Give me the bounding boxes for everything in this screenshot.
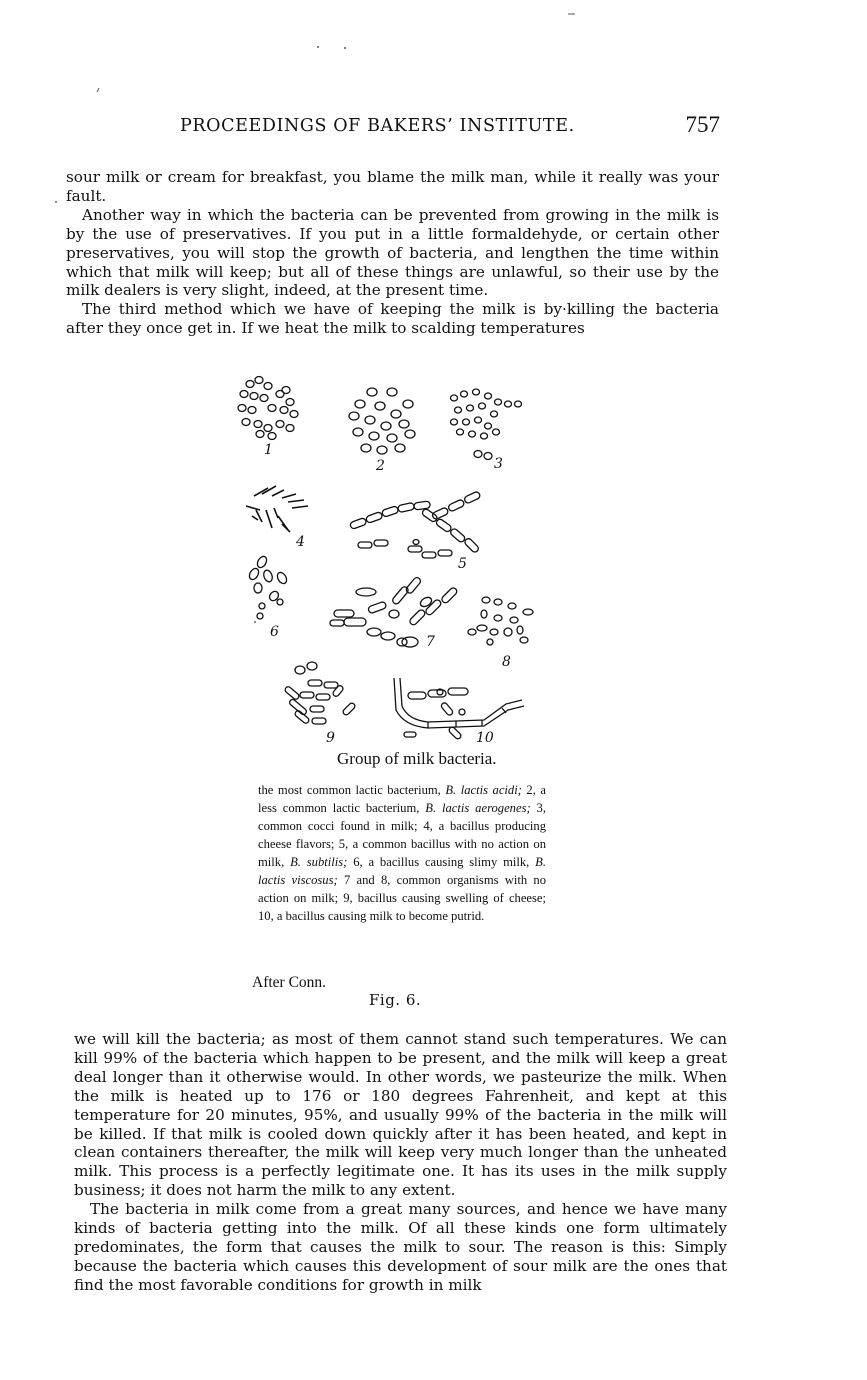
bacteria-group-6 xyxy=(248,555,289,619)
bacteria-illustration xyxy=(232,370,542,750)
paragraph: Another way in which the bacteria can be prevented from growing in the milk is by the use of preservatives. If you put in a little formaldehyde, or certain other preservatives, you will stop the growth of bacteria, and lengthen the time within which that milk will keep; but all of these things are unlawful, so their use by the milk dealers is very slight, indeed, at the present time. xyxy=(66,205,719,300)
caption-text: 6, a bacillus causing slimy milk, xyxy=(347,855,536,869)
caption-text: 3, common cocci found in milk; 4, a bacillus producing cheese flavors; 5, a common bacillus with no action on milk, xyxy=(258,801,547,869)
group-number-8: 8 xyxy=(502,654,511,670)
group-number-9: 9 xyxy=(326,730,335,746)
caption-species-name: B. lactis acidi; xyxy=(445,783,522,797)
bacteria-group-5 xyxy=(349,491,480,558)
figure-credit: After Conn. xyxy=(252,974,327,991)
bacteria-group-10 xyxy=(394,678,524,740)
paragraph: sour milk or cream for breakfast, you blame the milk man, while it really was your fault. xyxy=(66,168,719,205)
group-number-1: 1 xyxy=(264,442,273,458)
group-number-10: 10 xyxy=(476,730,494,746)
group-number-3: 3 xyxy=(494,456,503,472)
page-header xyxy=(180,114,720,142)
figure-label: Fig. 6. xyxy=(369,991,422,1009)
bacteria-group-2 xyxy=(349,388,415,454)
figure-caption-body xyxy=(258,781,546,925)
group-number-7: 7 xyxy=(426,634,435,650)
caption-text: the most common lactic bacterium, xyxy=(258,783,446,797)
caption-species-name: B. subtilis; xyxy=(290,855,348,869)
group-number-6: 6 xyxy=(270,624,279,640)
top-text-block xyxy=(66,168,719,338)
group-number-4: 4 xyxy=(296,534,305,550)
bacteria-group-1 xyxy=(238,377,298,440)
caption-text: 7 and 8, common organisms with no action on milk; 9, bacillus causing swelling of cheese; 10, a bacillus causing milk to become putrid. xyxy=(258,873,546,923)
bacteria-group-8 xyxy=(468,597,533,645)
figure-caption-title: Group of milk bacteria. xyxy=(337,749,497,768)
paragraph: we will kill the bacteria; as most of them cannot stand such temperatures. We can kill 99% of the bacteria which happen to be present, and the milk will keep a great deal longer than it otherwise would. In other words, we pasteurize the milk. When the milk is heated up to 176 or 180 degrees Fahrenheit, and kept at this temperature for 20 minutes, 95%, and usually 99% of the bacteria in the milk will be killed. If that milk is cooled down quickly after it has been heated, and kept in clean containers thereafter, the milk will keep very much longer than the unheated milk. This process is a perfectly legitimate one. It has its uses in the milk supply business; it does not harm the milk to any extent. xyxy=(74,1030,727,1200)
bacteria-group-4 xyxy=(246,486,308,532)
caption-text: 2, a less common lactic bacterium, xyxy=(258,783,546,815)
page-number: 757 xyxy=(685,112,720,137)
bacteria-group-9 xyxy=(284,662,356,724)
bacteria-group-7 xyxy=(330,576,458,647)
bacteria-group-3 xyxy=(451,389,522,460)
group-number-2: 2 xyxy=(376,458,385,474)
caption-species-name: B. lactis viscosus; xyxy=(258,855,547,887)
paragraph: The third method which we have of keeping the milk is by·killing the bacteria after they once get in. If we heat the milk to scalding temperatures xyxy=(66,300,719,338)
group-number-5: 5 xyxy=(458,556,467,572)
bottom-text-block xyxy=(74,1030,727,1295)
running-title: PROCEEDINGS OF BAKERS’ INSTITUTE. xyxy=(180,116,575,136)
caption-species-name: B. lactis aerogenes; xyxy=(425,801,531,815)
paragraph: The bacteria in milk come from a great many sources, and hence we have many kinds of bacteria getting into the milk. Of all these kinds one form ultimately predominates, the form that causes the milk to sour. The reason is this: Simply because the bacteria which causes this development of sour milk are the ones that find the most favorable conditions for growth in milk xyxy=(74,1200,727,1294)
